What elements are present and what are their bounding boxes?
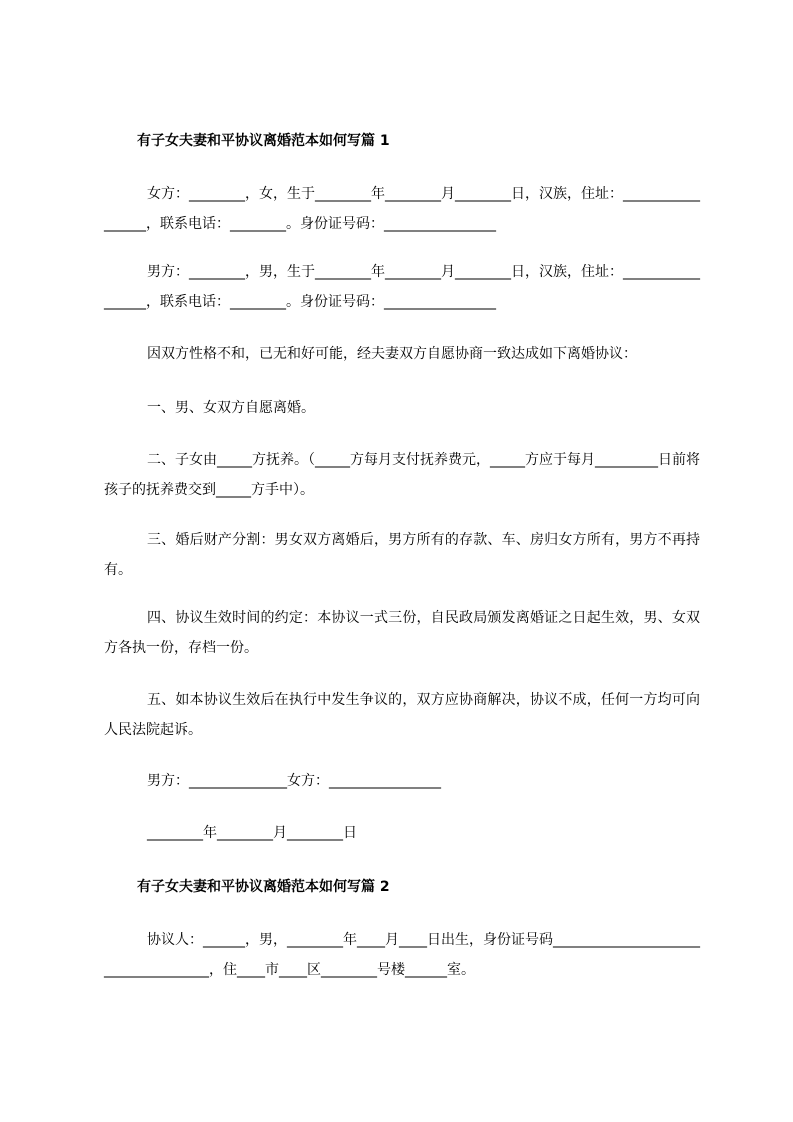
clause-1: 一、男、女双方自愿离婚。 bbox=[147, 400, 315, 416]
section-heading-2: 有子女夫妻和平协议离婚范本如何写篇 2 bbox=[137, 879, 390, 895]
date-line: ________年________月________日 bbox=[147, 825, 357, 841]
intro-paragraph: 因双方性格不和，已无和好可能，经夫妻双方自愿协商一致达成如下离婚协议： bbox=[147, 346, 637, 362]
clause-4: 四、协议生效时间的约定：本协议一式三份，自民政局颁发离婚证之日起生效，男、女双方各执一份，存档一份。 bbox=[104, 610, 700, 656]
clause-3: 三、婚后财产分割：男女双方离婚后，男方所有的存款、车、房归女方所有，男方不再持有。 bbox=[104, 532, 700, 578]
party-info-paragraph: 协议人：______，男，________年____月____日出生，身份证号码____________________________________，住____市____区________号楼______室。 bbox=[104, 932, 700, 978]
husband-info-paragraph: 男方：________，男，生于________年________月________日，汉族，住址：_________________，联系电话：________。身份证号码：________________ bbox=[104, 264, 700, 310]
clause-2: 二、子女由_____方抚养。（_____方每月支付抚养费元，_____方应于每月_________日前将孩子的抚养费交到_____方手中）。 bbox=[104, 452, 700, 498]
signature-line: 男方：______________女方：________________ bbox=[147, 773, 441, 789]
clause-5: 五、如本协议生效后在执行中发生争议的，双方应协商解决，协议不成，任何一方均可向人民法院起诉。 bbox=[104, 692, 700, 738]
wife-info-paragraph: 女方：________，女，生于________年________月________日，汉族，住址：_________________，联系电话：________。身份证号码：________________ bbox=[104, 186, 700, 232]
section-heading-1: 有子女夫妻和平协议离婚范本如何写篇 1 bbox=[137, 133, 390, 149]
